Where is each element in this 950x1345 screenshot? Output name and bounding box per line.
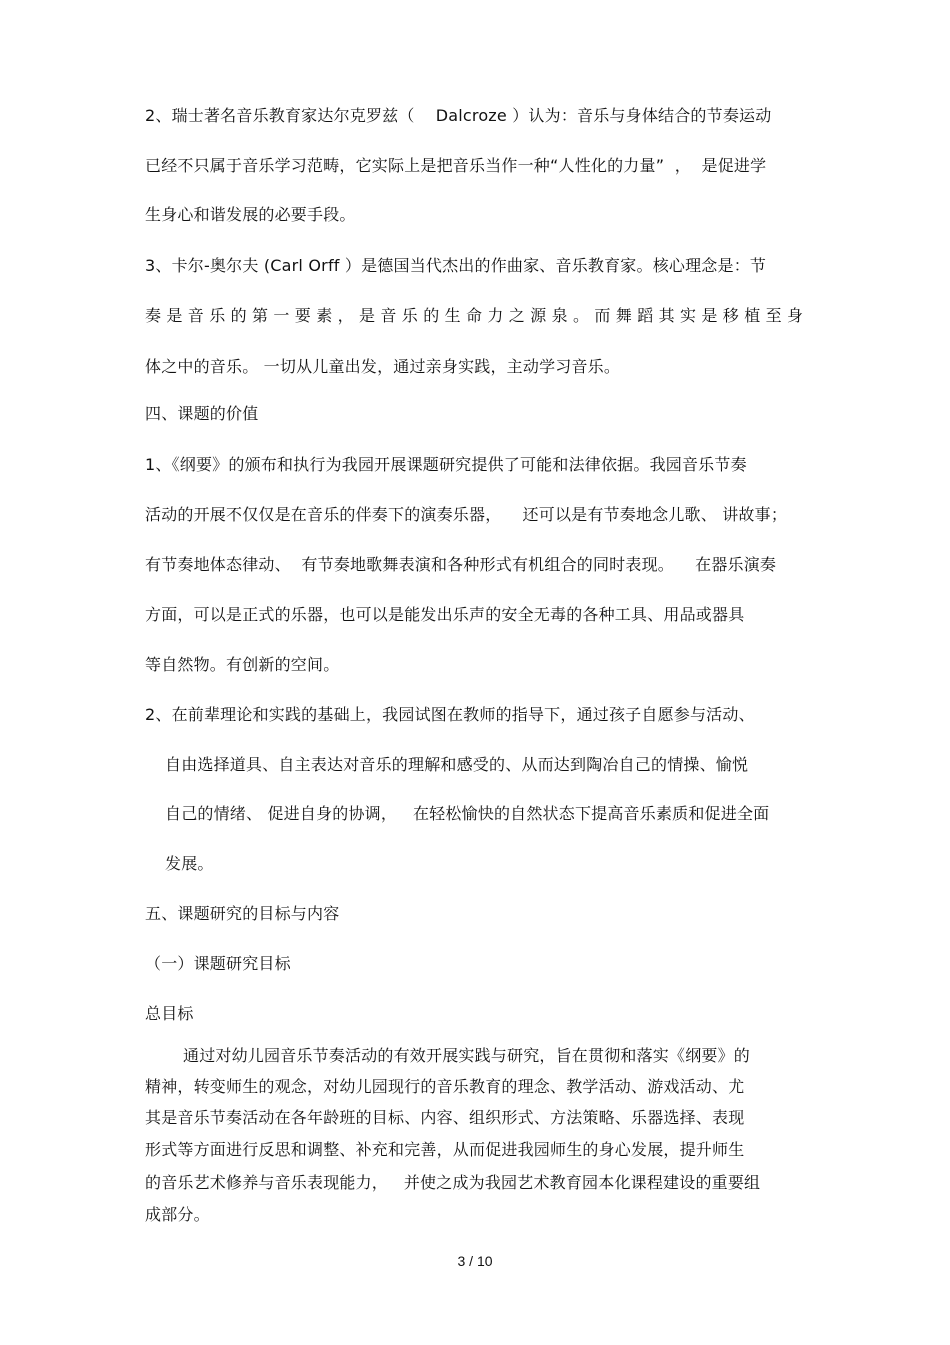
- subsection-heading: 总目标: [145, 1004, 194, 1023]
- text-line: 方面，可以是正式的乐器，也可以是能发出乐声的安全无毒的各种工具、用品或器具: [145, 605, 745, 624]
- text-line: 自己的情绪、 促进自身的协调， 在轻松愉快的自然状态下提高音乐素质和促进全面: [165, 804, 770, 823]
- text-line: 其是音乐节奏活动在各年龄班的目标、内容、组织形式、方法策略、乐器选择、表现: [145, 1108, 745, 1127]
- text-line: 自由选择道具、自主表达对音乐的理解和感受的、从而达到陶冶自己的情操、愉悦: [165, 755, 749, 774]
- text-line: 3、卡尔-奥尔夫 (Carl Orff ）是德国当代杰出的作曲家、音乐教育家。核心理念是：节: [145, 256, 767, 275]
- text-line: 通过对幼儿园音乐节奏活动的有效开展实践与研究，旨在贯彻和落实《纲要》的: [183, 1046, 751, 1065]
- section-heading: 四、课题的价值: [145, 404, 259, 423]
- text-line: 体之中的音乐。 一切从儿童出发，通过亲身实践，主动学习音乐。: [145, 357, 621, 376]
- text-line: 生身心和谐发展的必要手段。: [145, 205, 356, 224]
- page-number: 3 / 10: [457, 1253, 493, 1269]
- text-line: 已经不只属于音乐学习范畴，它实际上是把音乐当作一种“人性化的力量” ， 是促进学: [145, 156, 767, 175]
- text-line: 发展。: [165, 854, 214, 873]
- text-line: 等自然物。有创新的空间。: [145, 655, 340, 674]
- subsection-heading: （一）课题研究目标: [145, 954, 291, 973]
- text-line: 的音乐艺术修养与音乐表现能力， 并使之成为我园艺术教育园本化课程建设的重要组: [145, 1173, 761, 1192]
- text-line: 形式等方面进行反思和调整、补充和完善，从而促进我园师生的身心发展，提升师生: [145, 1140, 745, 1159]
- text-line: 1、《纲要》的颁布和执行为我园开展课题研究提供了可能和法律依据。我园音乐节奏: [145, 455, 747, 474]
- text-line: 奏是音乐的第一要素，是音乐的生命力之源泉。而舞蹈其实是移植至身: [145, 306, 809, 325]
- text-line: 2、在前辈理论和实践的基础上，我园试图在教师的指导下，通过孩子自愿参与活动、: [145, 705, 755, 724]
- text-line: 2、瑞士著名音乐教育家达尔克罗兹（ Dalcroze ）认为：音乐与身体结合的节奏运动: [145, 106, 772, 125]
- section-heading: 五、课题研究的目标与内容: [145, 904, 340, 923]
- text-line: 有节奏地体态律动、 有节奏地歌舞表演和各种形式有机组合的同时表现。 在器乐演奏: [145, 555, 777, 574]
- text-line: 成部分。: [145, 1205, 210, 1224]
- text-line: 精神，转变师生的观念，对幼儿园现行的音乐教育的理念、教学活动、游戏活动、尤: [145, 1077, 745, 1096]
- text-line: 活动的开展不仅仅是在音乐的伴奏下的演奏乐器， 还可以是有节奏地念儿歌、 讲故事；: [145, 505, 788, 524]
